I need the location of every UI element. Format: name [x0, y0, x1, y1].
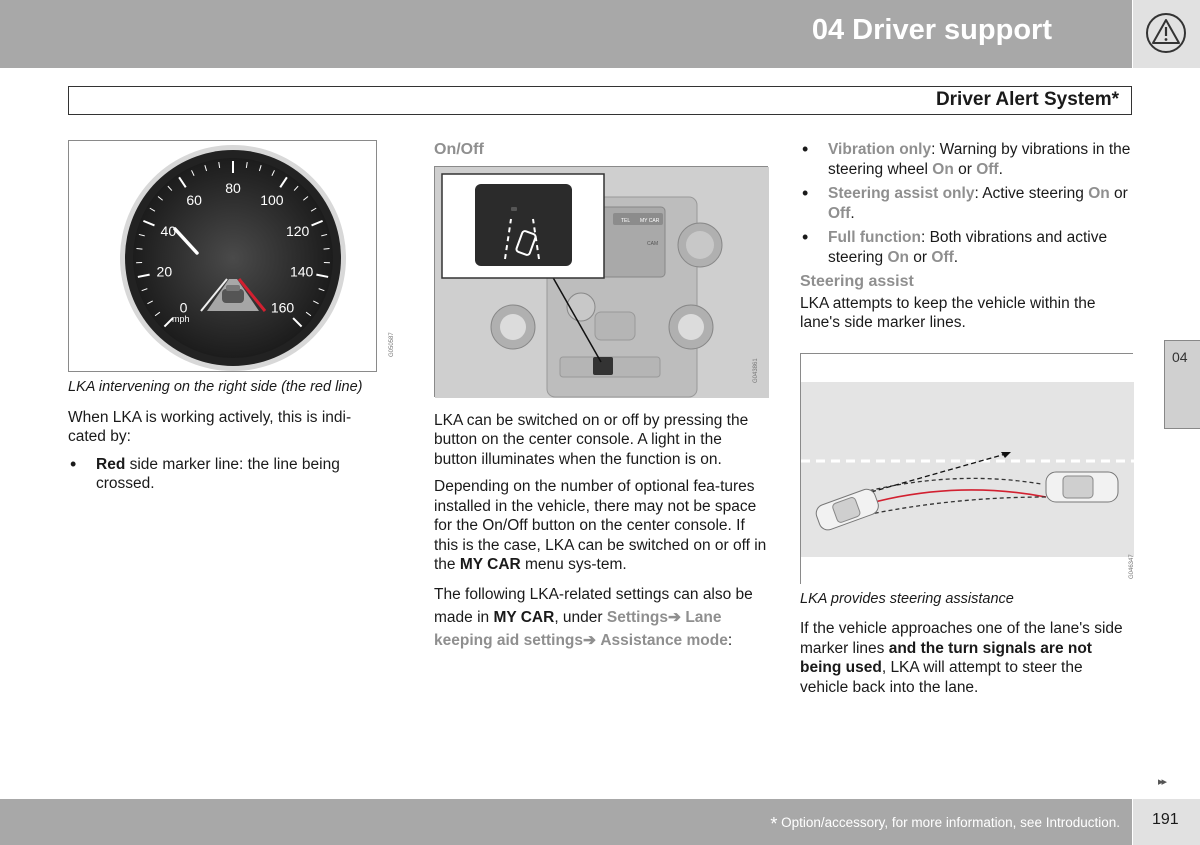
text-run: If the vehicle approaches one of the lane's side marker lines: [800, 620, 1123, 657]
mode-label: Full function: [828, 229, 921, 246]
menu-path-lane-keeping: Lane keeping aid settings: [434, 608, 722, 649]
console-button-label: MY CAR: [640, 217, 660, 224]
figure-caption: LKA provides steering assistance: [800, 590, 1014, 607]
speed-label: 40: [160, 223, 177, 240]
column-middle: [434, 140, 768, 660]
steering-paragraph: [800, 619, 1134, 697]
section-title-bar: [68, 86, 1132, 115]
chapter-title: 04 Driver support: [811, 14, 1052, 46]
text-run: : Active steering: [974, 185, 1089, 202]
steering-assist-heading: Steering assist: [800, 273, 914, 290]
menu-path-assistance-mode: Assistance mode: [600, 631, 728, 649]
arrow-right-icon: ➔: [668, 608, 682, 626]
text-run: .: [850, 204, 855, 222]
speed-label: 160: [270, 299, 295, 316]
text-run: Depending on the number of optional fea-tures installed in the vehicle, there may not be space for the On/Off button on the center console. If this is the case, LKA can be switched on or off in the: [434, 478, 767, 573]
speedometer-unit-label: mph: [172, 314, 190, 324]
chapter-header-bar: [0, 0, 1132, 68]
menu-path-settings: Settings: [606, 608, 669, 626]
off-label: Off: [931, 248, 954, 266]
optional-paragraph: [434, 477, 768, 575]
page-number: 191: [1152, 811, 1179, 828]
on-label: On: [932, 160, 954, 178]
speedometer-illustration: [69, 141, 378, 373]
road-illustration: [801, 354, 1134, 585]
speed-label: 80: [225, 180, 241, 196]
chapter-icon-box: [1133, 0, 1200, 68]
speedometer-tick: [324, 248, 330, 249]
list-item-text: side marker line: the line being crossed.: [96, 455, 340, 492]
text-run: : Both vibrations and active steering: [828, 229, 1108, 266]
text-run: , LKA will attempt to steer the vehicle back into the lane.: [800, 659, 1083, 696]
speed-label: 100: [260, 191, 284, 208]
figure-code: G046347: [1129, 553, 1135, 579]
list-item: [800, 184, 1134, 223]
asterisk-icon: *: [770, 814, 778, 834]
mycar-label: MY CAR: [459, 556, 521, 573]
text-run: .: [998, 160, 1003, 178]
text-run: :: [727, 631, 733, 649]
column-left: [68, 140, 395, 499]
steering-assist-text: LKA attempts to keep the vehicle within the lane's side marker lines.: [800, 294, 1096, 331]
intro-text: When LKA is working actively, this is indi-cated by:: [68, 408, 352, 445]
speed-label: 140: [289, 263, 314, 280]
mycar-label: MY CAR: [493, 608, 555, 626]
settings-paragraph: [434, 583, 768, 652]
speedometer-figure: [68, 140, 395, 372]
off-label: Off: [976, 160, 999, 178]
speed-label: 20: [156, 263, 173, 280]
center-console-figure: [434, 166, 768, 397]
text-run: .: [953, 248, 959, 266]
warning-triangle-icon: [1145, 12, 1187, 54]
console-button-label: TEL: [621, 217, 631, 224]
text-run: or: [1109, 185, 1128, 202]
list-item: [68, 455, 378, 494]
steering-assist-figure: [800, 353, 1133, 584]
figure-code: G050587: [389, 332, 395, 357]
text-run: or: [908, 248, 932, 266]
speed-label: 60: [186, 191, 202, 208]
console-button-label: CAM: [647, 240, 659, 247]
speed-label: 120: [285, 223, 310, 240]
mode-label: Steering assist only: [828, 185, 975, 202]
text-run: The following LKA-related settings can also be made in: [434, 585, 753, 626]
mode-label: Vibration only: [828, 141, 932, 158]
page-number-box: [1133, 799, 1200, 845]
on-label: On: [1088, 185, 1110, 202]
figure-caption: LKA intervening on the right side (the red line): [68, 379, 363, 395]
center-console-illustration: [435, 167, 769, 398]
list-item: [800, 228, 1134, 267]
onoff-heading: On/Off: [434, 141, 484, 158]
indicator-list: [68, 455, 378, 494]
speed-label: 0: [179, 299, 188, 316]
text-run: or: [953, 160, 977, 178]
figure-code: G043861: [753, 357, 759, 383]
on-label: On: [887, 248, 909, 266]
mode-list: [800, 140, 1134, 267]
side-tab-label: 04: [1172, 349, 1188, 365]
text-run: , under: [554, 608, 607, 626]
text-run: : Warning by vibrations in the steering wheel: [828, 141, 1131, 178]
list-item: [800, 140, 1134, 179]
chapter-side-tab[interactable]: [1164, 340, 1200, 429]
footnote: [770, 814, 1120, 835]
footnote-text: Option/accessory, for more information, see Introduction.: [777, 815, 1120, 830]
red-label: Red: [96, 455, 126, 473]
section-title: Driver Alert System*: [935, 89, 1119, 110]
text-run: menu sys-tem.: [520, 556, 627, 573]
off-label: Off: [828, 204, 851, 222]
double-chevron-right-icon: ▸▸: [1158, 776, 1166, 788]
arrow-right-icon: ➔: [583, 631, 597, 649]
onoff-paragraph: LKA can be switched on or off by pressing the button on the center console. A light in the button illuminates when the function is on.: [434, 411, 749, 468]
emphasis-text: and the turn signals are not being used: [800, 639, 1092, 676]
column-right: [800, 140, 1134, 705]
footer-bar: [0, 799, 1132, 845]
speedometer-tick: [136, 248, 142, 249]
